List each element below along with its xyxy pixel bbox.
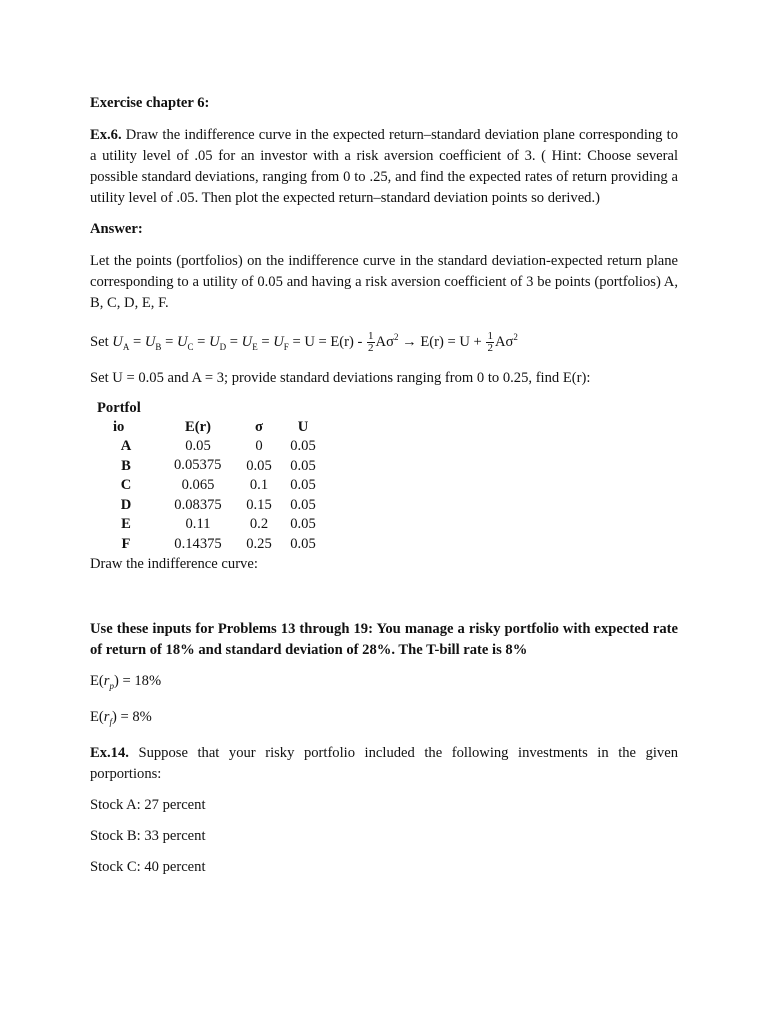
portfolio-table — [95, 399, 327, 555]
ex14-label: Ex.14. — [90, 745, 129, 762]
page-title: Exercise chapter 6: — [90, 95, 210, 111]
answer-heading: Answer: — [90, 221, 143, 237]
wrapped-value: 0.05375 — [174, 457, 222, 474]
utility-equation: Set $U_A = U_B = U_C = U_D = U_E = U_F = U = E(r)$ - $\frac{1}{2}$ $A\sigma^2 \to E(r) = U$ + $\frac{1}{2}$ $A\sigma^2$ — [90, 330, 518, 355]
table-row: E 0.11 0.2 0.05 — [121, 516, 316, 533]
header-sigma: σ — [255, 418, 263, 435]
stock-c-line: Stock C: 40 percent — [90, 859, 206, 876]
ex14-text: Suppose that your risky portfolio included the following investments in the given porportions: — [90, 745, 678, 783]
expected-return-riskfree: $E(r_f) = 8\%$ — [90, 709, 152, 728]
table-row: A 0.05 0 0.05 — [120, 437, 316, 454]
header-portfolio: Portfol io — [97, 399, 141, 435]
stock-a-line: Stock A: 27 percent — [90, 797, 206, 814]
ex6-label: Ex.6. — [90, 127, 122, 143]
table-row: D 0.08375 0.15 0.05 — [120, 496, 316, 513]
table-row: B 0.05375 0.05 0.05 — [121, 457, 316, 474]
document-content — [90, 93, 678, 888]
answer-text: Let the points (portfolios) on the indifference curve in the standard deviation-expected return plane corresponding to a utility of 0.05 and having a risk aversion coefficient of 3 be points (portfolios) A, B, C, D, E, F. — [90, 253, 678, 311]
table-header-row — [95, 399, 327, 437]
ex14-paragraph — [90, 743, 678, 785]
expected-return-risky: $E(r_p) = 18\%$ — [90, 673, 162, 692]
ex6-text: Draw the indifference curve in the expected return–standard deviation plane corresponding to a utility level of .05 for an investor with a risk aversion coefficient of 3. ( Hint: Choose several possible standard deviations, ranging from 0 to .25, and find the expected rates of return providing a utility level of .05. Then plot the expected return–standard deviation points so derived.) — [90, 127, 678, 206]
stock-b-line: Stock B: 33 percent — [90, 828, 206, 845]
draw-curve-text: Draw the indifference curve: — [90, 556, 258, 573]
table-row: F 0.14375 0.25 0.05 — [121, 535, 316, 552]
fraction-half: $\frac{1}{2}$ — [368, 330, 374, 355]
ex6-paragraph — [90, 125, 678, 209]
header-er: E(r) — [185, 418, 211, 435]
set-values-line: Set U = 0.05 and A = 3; provide standard deviations ranging from 0 to 0.25, find E(r): — [90, 369, 591, 386]
inputs-paragraph: Use these inputs for Problems 13 through 19: You manage a risky portfolio with expected rate of return of 18% and standard deviation of 28%. The T-bill rate is 8% — [90, 621, 678, 659]
table-row: C 0.065 0.1 0.05 — [120, 476, 316, 493]
fraction-half-2: $\frac{1}{2}$ — [487, 330, 493, 355]
header-u: U — [297, 418, 309, 435]
